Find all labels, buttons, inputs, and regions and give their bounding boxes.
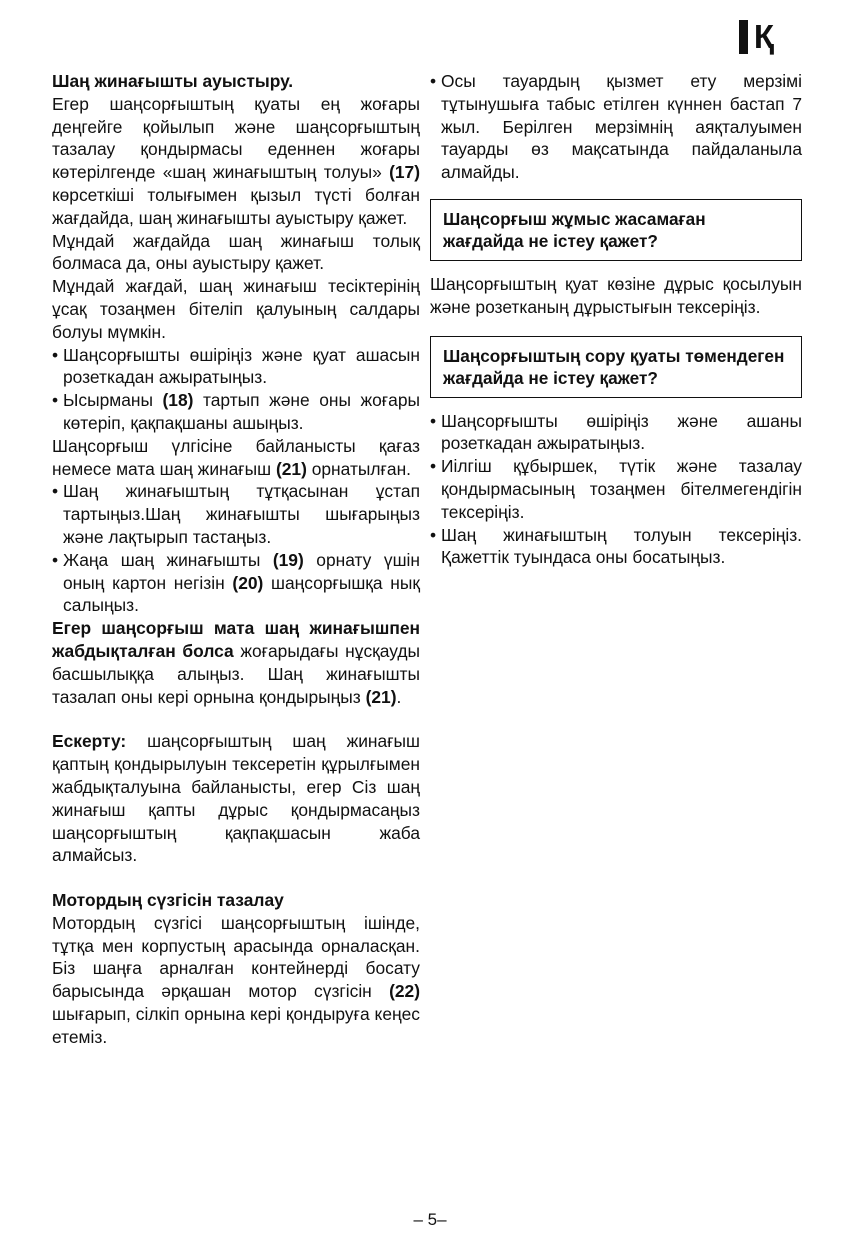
ref-17: (17) xyxy=(389,162,420,183)
bullet-dot: • xyxy=(52,390,59,411)
troubleshoot-box-low-suction xyxy=(430,336,802,398)
left-column xyxy=(52,70,420,1049)
bullet-check-bag: • Шаң жинағыштың толуын тексеріңіз. Қажеттік туындаса оны босатыңыз. xyxy=(430,524,802,568)
paragraph-cloth-bag: Егер шаңсорғыш мата шаң жинағышпен жабдықталған болса жоғарыдағы нұсқауды басшылыққа алыңыз. Шаң жинағышты тазалап оны кері орнына қондырыңыз (21). xyxy=(52,618,420,707)
bullet-check-hose: • Иілгіш құбыршек, түтік және тазалау қондырмасының тозаңмен бітелмегендігін тексеріңіз. xyxy=(430,456,802,522)
bullet-switch-off: • Шаңсорғышты өшіріңіз және қуат ашасын розеткадан ажыратыңыз. xyxy=(52,344,420,388)
language-code: Қ xyxy=(753,18,774,55)
bullet-remove-bag: • Шаң жинағыштың тұтқасынан ұстап тартыңыз.Шаң жинағышты шығарыңыз және лақтырып тастаңыз. xyxy=(52,481,420,547)
bullet-dot: • xyxy=(430,456,437,477)
ref-21: (21) xyxy=(275,458,307,479)
bullet-dot: • xyxy=(430,71,437,91)
paragraph-motor-filter: Мотордың сүзгісі шаңсорғыштың ішінде, тұтқа мен корпустың арасында орналасқан. Біз шаңға арналған контейнерді босату барысында әрқашан мотор сүзгісін (22) шығарып, сілкіп орнына кері қондыруға кеңес етеміз. xyxy=(52,912,420,1047)
bullet-dot: • xyxy=(430,410,437,431)
bullet-open-lid: • Ысырманы (18) тартып және оны жоғары көтеріп, қақпақшаны ашыңыз. xyxy=(52,390,420,433)
bullet-dot: • xyxy=(430,524,437,545)
bullet-dot: • xyxy=(52,344,59,365)
box-title: Шаңсорғыш жұмыс жасамаған жағдайда не істеу қажет? xyxy=(443,208,706,252)
paragraph-check-power: Шаңсорғыштың қуат көзіне дұрыс қосылуын және розетканың дұрыстығын тексеріңіз. xyxy=(430,273,802,317)
bullet-service-life: • Осы тауардың қызмет ету мерзімі тұтынушыға табыс етілген күннен бастап 7 жыл. Берілген мерзімнің аяқталуымен тауарды өз мақсатында пайдаланыла алмайды. xyxy=(430,71,802,183)
troubleshoot-box-not-working xyxy=(430,199,802,261)
note-label: Ескерту: xyxy=(52,731,127,752)
page-number: – 5– xyxy=(413,1210,447,1229)
language-marker xyxy=(739,20,774,54)
ref-20: (20) xyxy=(232,572,264,593)
section-title-replace-bag: Шаң жинағышты ауыстыру. xyxy=(52,71,294,91)
paragraph-bag-full: Егер шаңсорғыштың қуаты ең жоғары деңгейге қойылып және шаңсорғыштың тазалау қондырмасы еденнен жоғары көтерілгенде «шаң жинағыштың толуы» (17) көрсеткіші толығымен қызыл түсті болған жағдайда, шаң жинағышты ауыстыру қажет. xyxy=(52,93,420,228)
ref-18: (18) xyxy=(162,390,194,411)
bullet-dot: • xyxy=(52,481,59,502)
bullet-insert-new-bag: • Жаңа шаң жинағышты (19) орнату үшін оның картон негізін (20) шаңсорғышқа нық салыңыз. xyxy=(52,549,421,616)
box-title: Шаңсорғыштың сору қуаты төмендеген жағдайда не істеу қажет? xyxy=(443,345,785,389)
paragraph-bag-type: Шаңсорғыш үлгісіне байланысты қағаз немесе мата шаң жинағыш (21) орнатылған. xyxy=(52,435,420,479)
section-title-motor-filter: Мотордың сүзгісін тазалау xyxy=(52,890,284,911)
bullet-dot: • xyxy=(52,549,59,570)
bullet-unplug: • Шаңсорғышты өшіріңіз және ашаны розеткадан ажыратыңыз. xyxy=(430,410,802,454)
paragraph-clogged-pores: Мұндай жағдай, шаң жинағыш тесіктерінің ұсақ тозаңмен бітеліп қалуының салдары болуы мүмкін. xyxy=(52,276,420,342)
paragraph-replace-not-full: Мұндай жағдайда шаң жинағыш толық болмаса да, оны ауыстыру қажет. xyxy=(52,230,420,274)
ref-21b: (21) xyxy=(365,686,397,707)
note-paragraph: Ескерту: шаңсорғыштың шаң жинағыш қаптың қондырылуын тексеретін құрылғымен жабдықталуына байланысты, егер Сіз шаң жинағыш қапты дұрыс қондырмасаңыз шаңсорғыштың қақпақшасын жаба алмайсыз. xyxy=(52,731,420,866)
ref-22: (22) xyxy=(389,981,420,1002)
right-column xyxy=(430,70,802,569)
ref-19: (19) xyxy=(272,549,304,570)
language-marker-bar xyxy=(739,20,748,54)
